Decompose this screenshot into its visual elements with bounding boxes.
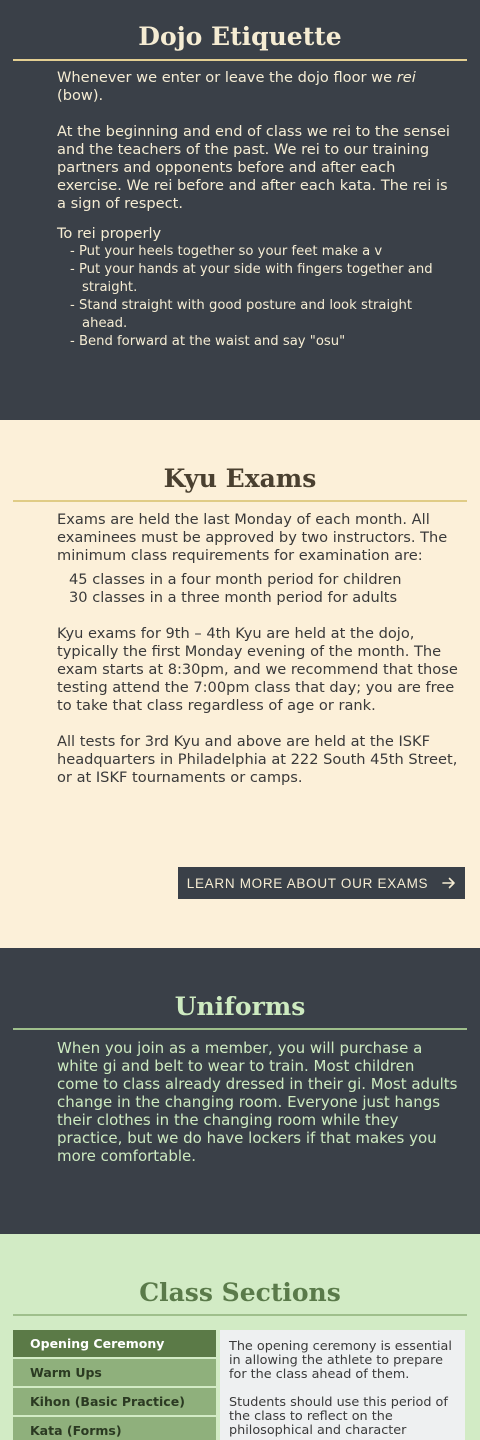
list-item: - Bend forward at the waist and say "osu" <box>70 334 346 349</box>
list-item: 45 classes in a four month period for children <box>69 571 402 588</box>
etiquette-intro <box>57 69 460 105</box>
list-item: - Stand straight with good posture and look straight ahead. <box>70 298 413 331</box>
arrow-right-icon <box>442 877 456 889</box>
class-sections-tabs <box>13 1330 465 1440</box>
etiquette-title: Dojo Etiquette <box>138 22 342 51</box>
tab-opening-ceremony[interactable]: Opening Ceremony <box>13 1330 216 1357</box>
learn-more-label: LEARN MORE ABOUT OUR EXAMS <box>186 875 429 891</box>
kyu-paragraph-2: Kyu exams for 9th – 4th Kyu are held at the dojo, typically the first Monday evening of the month. The exam starts at 8:30pm, and we recommend that those testing attend the 7:00pm class that day; you are free to take that class regardless of age or rank. <box>57 625 458 714</box>
dojo-etiquette-section <box>0 0 480 420</box>
uniforms-section <box>0 948 480 1234</box>
uniforms-title: Uniforms <box>174 992 306 1021</box>
intro-text-end: (bow). <box>57 87 104 104</box>
rei-term: rei <box>396 69 416 86</box>
etiquette-body <box>0 69 480 351</box>
tab-panel <box>220 1330 465 1440</box>
kyu-exams-section <box>0 420 480 948</box>
kyu-paragraph-3: All tests for 3rd Kyu and above are held at the ISKF headquarters in Philadelphia at 222 South 45th Street, or at ISKF tournaments or camps. <box>57 733 458 786</box>
tab-kihon[interactable]: Kihon (Basic Practice) <box>13 1388 216 1415</box>
tab-warm-ups[interactable]: Warm Ups <box>13 1359 216 1386</box>
etiquette-divider <box>13 59 467 61</box>
kyu-title: Kyu Exams <box>163 464 317 493</box>
kyu-body <box>0 511 480 787</box>
rei-list-title: To rei properly <box>57 225 162 242</box>
kyu-divider <box>13 500 467 502</box>
etiquette-paragraph: At the beginning and end of class we rei to the sensei and the teachers of the past. We rei to our training partners and opponents before and after each exercise. We rei before and after each kata. The rei is a sign of respect. <box>57 123 450 212</box>
intro-text: Whenever we enter or leave the dojo floor we <box>57 69 397 86</box>
kyu-paragraph-1: Exams are held the last Monday of each month. All examinees must be approved by two instructors. The minimum class requirements for examination are: <box>57 511 448 564</box>
list-item: - Put your hands at your side with fingers together and straight. <box>70 262 433 295</box>
list-item: 30 classes in a three month period for adults <box>69 589 398 606</box>
requirements-list <box>57 571 460 607</box>
panel-paragraph-2: Students should use this period of the class to reflect on the philosophical and character <box>229 1395 448 1438</box>
sections-divider <box>13 1314 467 1316</box>
uniforms-divider <box>13 1028 467 1030</box>
panel-paragraph-1: The opening ceremony is essential in allowing the athlete to prepare for the class ahead of them. <box>229 1339 452 1382</box>
uniforms-paragraph: When you join as a member, you will purchase a white gi and belt to wear to train. Most children come to class already dressed in their gi. Most adults change in the changing room. Everyone just hangs their clothes in the changing room while they practice, but we do have lockers if that makes you more comfortable. <box>57 1039 458 1165</box>
rei-steps-list <box>57 243 460 351</box>
list-item: - Put your heels together so your feet make a v <box>70 244 383 259</box>
tab-list <box>13 1330 216 1440</box>
uniforms-body <box>0 1039 480 1165</box>
sections-title: Class Sections <box>139 1278 341 1307</box>
learn-more-exams-button[interactable] <box>178 867 465 899</box>
class-sections-section <box>0 1234 480 1440</box>
tab-kata[interactable]: Kata (Forms) <box>13 1417 216 1440</box>
